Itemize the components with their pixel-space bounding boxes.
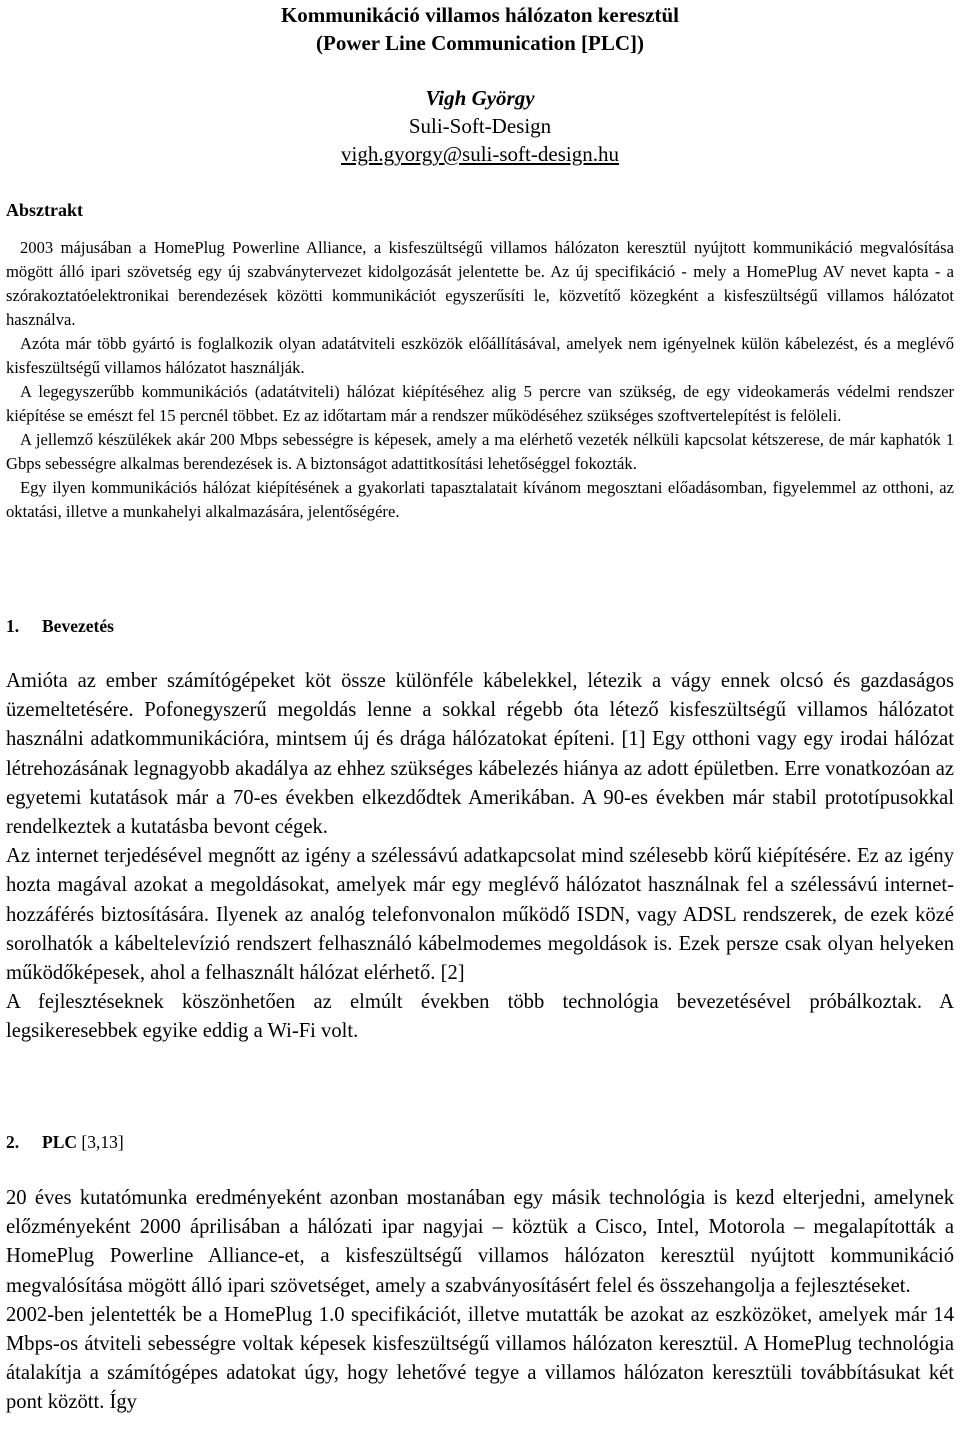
abstract-heading: Absztrakt (6, 200, 83, 220)
abstract-body (6, 236, 954, 524)
abstract-paragraph: A jellemző készülékek akár 200 Mbps sebességre is képesek, amely a ma elérhető vezeték nélküli kapcsolat kétszerese, de már kaphatók 1 Gbps sebességre alkalmas berendezések is. A biztonságot adattitkosítási lehetőséggel fokozták. (6, 430, 954, 473)
paper-title-line2: (Power Line Communication [PLC]) (316, 31, 644, 55)
author-name: Vigh György (425, 86, 535, 110)
section1-paragraph: A fejlesztéseknek köszönhetően az elmúlt években több technológia bevezetésével próbálkoztak. A legsikeresebbek egyike eddig a Wi-Fi volt. (6, 991, 954, 1043)
section2-heading (6, 1132, 124, 1153)
paper-title-line1: Kommunikáció villamos hálózaton keresztül (280, 3, 680, 27)
section1-title: Bevezetés (42, 616, 114, 636)
section2-body (6, 1184, 954, 1418)
section1-paragraph: Amióta az ember számítógépeket köt össze különféle kábelekkel, létezik a vágy ennek olcsó és gazdaságos üzemeltetésére. Pofonegyszerű megoldás lenne a sokkal régebb óta létező kisfeszültségű villamos hálózatot használni adatkommunikációra, mintsem új és drága hálózatokat építeni. [1] Egy otthoni vagy egy irodai hálózat létrehozásának legnagyobb akadálya az ehhez szükséges kábelezés hiánya az adott épületben. Erre vonatkozóan az egyetemi kutatások már a 70-es években elkezdődtek Amerikában. A 90-es években már stabil prototípusokkal rendelkeztek a kutatásba bevont cégek. (6, 670, 954, 839)
abstract-paragraph: Azóta már több gyártó is foglalkozik olyan adatátviteli eszközök előállításával, amelyek nem igényelnek külön kábelezést, és a meglévő kisfeszültségű villamos hálózatot használják. (6, 334, 954, 377)
author-email-line (0, 141, 960, 168)
section2-paragraph: 20 éves kutatómunka eredményeként azonban mostanában egy másik technológia is kezd elterjedni, amelynek előzményeként 2000 áprilisában a hálózati ipar nagyjai – köztük a Cisco, Intel, Motorola – megalapították a HomePlug Powerline Alliance-et, a kisfeszültségű villamos hálózaton keresztül nyújtott kommunikáció megvalósítása mögött álló ipari szövetséget, amely a szabványosításért felel és összehangolja a fejlesztéseket. (6, 1187, 954, 1297)
section1-paragraph: Az internet terjedésével megnőtt az igény a szélessávú adatkapcsolat mind szélesebb körű kiépítésére. Ez az igény hozta magával azokat a megoldásokat, amelyek már egy meglévő hálózatot használnak fel a szélessávú internet-hozzáférés biztosítására. Ilyenek az analóg telefonvonalon működő ISDN, vagy ADSL rendszerek, de ezek közé sorolhatók a kábeltelevízió rendszert felhasználó kábelmodemes megoldások is. Ezek persze csak olyan helyeken működőképesek, ahol a felhasznált hálózat elérhető. [2] (6, 845, 954, 985)
section2-reference: [3,13] (81, 1132, 124, 1152)
author-email-link[interactable]: vigh.gyorgy@suli-soft-design.hu (341, 142, 619, 166)
author-affiliation: Suli-Soft-Design (408, 114, 552, 138)
abstract-paragraph: Egy ilyen kommunikációs hálózat kiépítésének a gyakorlati tapasztalatait kívánom megosztani előadásomban, figyelemmel az otthoni, az oktatási, illetve a munkahelyi alkalmazására, jelentőségére. (6, 478, 954, 521)
abstract-paragraph: A legegyszerűbb kommunikációs (adatátviteli) hálózat kiépítéséhez alig 5 percre van szükség, de egy videokamerás védelmi rendszer kiépítése se emészt fel 15 percnél többet. Ez az időtartam már a rendszer működéséhez szükséges szoftvertelepítést is felöleli. (6, 382, 954, 425)
section2-number: 2. (6, 1132, 20, 1152)
section1-body (6, 667, 954, 1047)
section1-heading (6, 616, 114, 637)
section1-number: 1. (6, 616, 20, 636)
section2-title: PLC (42, 1132, 77, 1152)
section2-paragraph: 2002-ben jelentették be a HomePlug 1.0 specifikációt, illetve mutatták be azokat az eszközöket, amelyek már 14 Mbps-os átviteli sebességre voltak képesek kisfeszültségű villamos hálózaton keresztül. A HomePlug technológia átalakítja a számítógépes adatokat úgy, hogy lehetővé tegye a villamos hálózaton keresztüli továbbításukat két pont között. Így (6, 1303, 954, 1414)
abstract-paragraph: 2003 májusában a HomePlug Powerline Alliance, a kisfeszültségű villamos hálózaton keresztül nyújtott kommunikáció megvalósítása mögött álló ipari szövetség egy új szabványtervezet kidolgozását jelentette be. Az új specifikáció - mely a HomePlug AV nevet kapta - a szórakoztatóelektronikai berendezések közötti kommunikációt egyszerűsíti le, közvetítő közegként a kisfeszültségű villamos hálózatot használva. (6, 238, 954, 329)
